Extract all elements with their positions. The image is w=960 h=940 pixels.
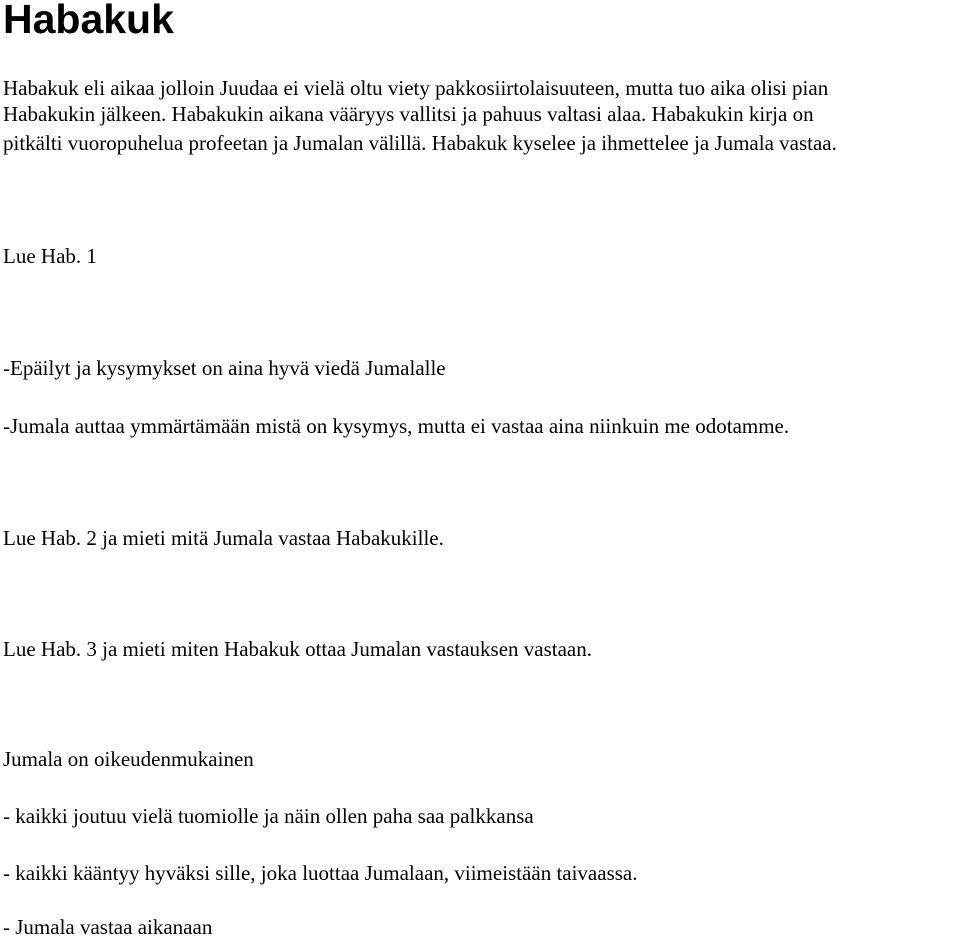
point-line-1: -Epäilyt ja kysymykset on aina hyvä viedä Jumalalle	[3, 356, 446, 380]
read-instruction-1: Lue Hab. 1	[3, 244, 97, 268]
bullet-line-3: - Jumala vastaa aikanaan	[3, 915, 213, 939]
intro-line-1: Habakuk eli aikaa jolloin Juudaa ei vielä oltu viety pakkosiirtolaisuuteen, mutta tuo aika olisi pian	[3, 76, 829, 100]
read-instruction-3: Lue Hab. 3 ja mieti miten Habakuk ottaa Jumalan vastauksen vastaan.	[3, 637, 592, 661]
read-instruction-2: Lue Hab. 2 ja mieti mitä Jumala vastaa Habakukille.	[3, 526, 444, 550]
intro-line-2: Habakukin jälkeen. Habakukin aikana vääryys vallitsi ja pahuus valtasi alaa. Habakukin kirja on	[3, 102, 814, 126]
intro-line-3: pitkälti vuoropuhelua profeetan ja Jumalan välillä. Habakuk kyselee ja ihmettelee ja Jumala vastaa.	[3, 131, 837, 155]
bullet-line-2: - kaikki kääntyy hyväksi sille, joka luottaa Jumalaan, viimeistään taivaassa.	[3, 861, 638, 885]
point-line-2: -Jumala auttaa ymmärtämään mistä on kysymys, mutta ei vastaa aina niinkuin me odotamme.	[3, 414, 790, 438]
section-heading-justice: Jumala on oikeudenmukainen	[3, 747, 254, 771]
document-title: Habakuk	[3, 0, 174, 42]
bullet-line-1: - kaikki joutuu vielä tuomiolle ja näin ollen paha saa palkkansa	[3, 804, 534, 828]
